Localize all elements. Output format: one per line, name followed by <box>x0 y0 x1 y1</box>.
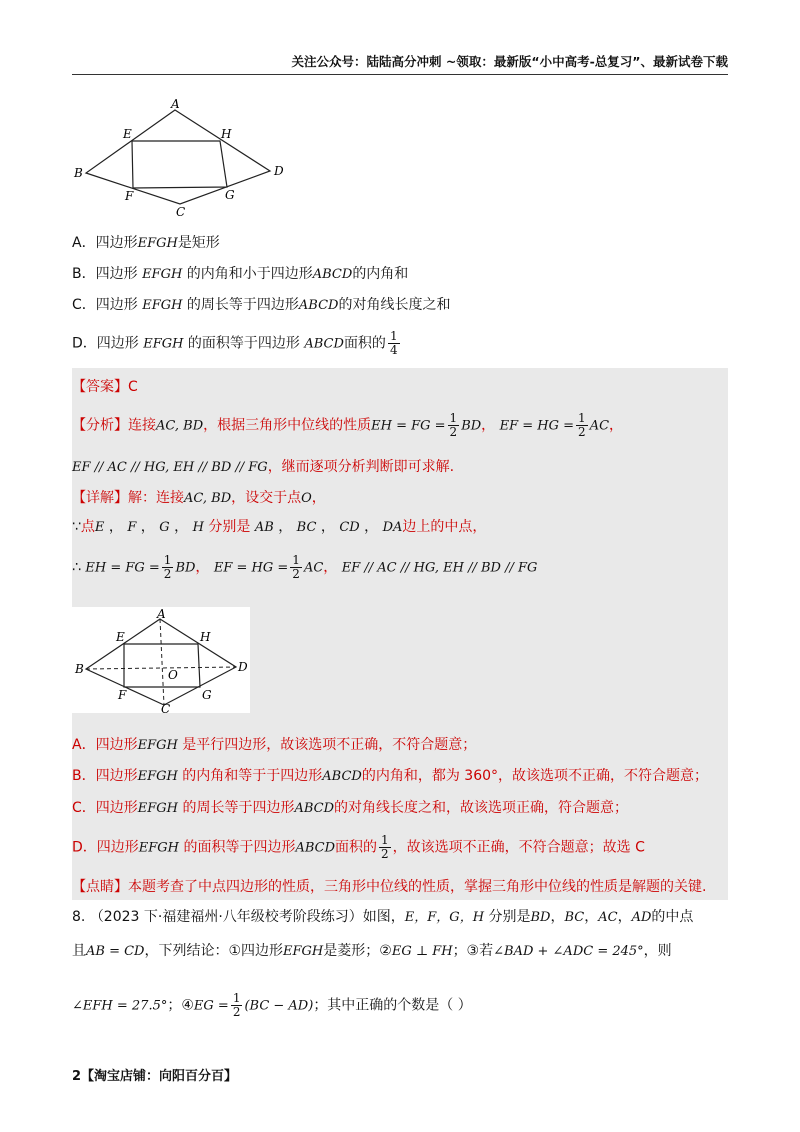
judgement-text: ，故该选项不正确，不符合题意；故选 C <box>392 839 645 856</box>
math: EF // AC // HG, EH // BD // FG <box>72 460 268 475</box>
question-8-line-2 <box>72 940 672 963</box>
detail-line-2: ∵点E ， F ， G ， H 分别是 AB ， BC ， CD ， DA边上的中点， <box>72 519 487 535</box>
fraction-one-quarter <box>388 330 400 357</box>
label-o: O <box>168 668 178 682</box>
analysis-line-1 <box>72 412 623 439</box>
detail-text: 解：连接 <box>128 490 184 506</box>
detail-text: 边上的中点， <box>402 519 487 535</box>
denominator: 2 <box>232 1005 241 1019</box>
label-h: H <box>200 630 211 644</box>
label-h: H <box>221 127 232 141</box>
math: AD <box>631 910 652 925</box>
denominator: 2 <box>381 847 389 861</box>
label-a: A <box>157 607 166 621</box>
question-text: ，则 <box>643 943 672 959</box>
detail-text: ， <box>323 559 338 576</box>
analysis-text: 连接 <box>128 417 156 434</box>
page-header: 关注公众号：陆陆高分冲刺 ~领取：最新版“小中高考-总复习”、最新试卷下载 <box>72 52 728 75</box>
judgement-text: 的内角和等于于四边形 <box>182 768 323 784</box>
figure-quadrilateral-2 <box>72 607 250 713</box>
question-text: ，下列结论：①四边形 <box>144 943 284 959</box>
question-text: ；③若 <box>452 943 494 959</box>
label-d: D <box>274 164 284 178</box>
option-text: 的内角和小于四边形 <box>186 266 313 282</box>
question-text: 如图， <box>362 909 405 925</box>
because-symbol: ∵ <box>72 519 81 535</box>
label-f: F <box>125 189 134 203</box>
label-e: E <box>116 630 125 644</box>
numerator: 1 <box>292 553 300 567</box>
question-8-line-1 <box>72 906 693 929</box>
detail-text: 分别是 <box>208 519 251 535</box>
math: EFGH <box>137 801 179 816</box>
math: EFGH <box>142 267 183 282</box>
detail-text: ，设交于点 <box>231 490 302 506</box>
judgement-b <box>72 765 708 788</box>
question-8-line-3 <box>72 992 472 1019</box>
numerator: 1 <box>232 991 241 1005</box>
option-text: C．四边形 <box>72 297 138 313</box>
math: EFGH <box>137 738 178 753</box>
label-d: D <box>238 660 248 674</box>
label-g: G <box>202 688 212 702</box>
math: AC, BD <box>156 418 204 434</box>
math: EFGH <box>143 336 184 352</box>
detail-text: ， <box>311 490 326 506</box>
math: E，F，G，H <box>404 910 485 925</box>
detail-text: 点 <box>80 519 95 535</box>
analysis-text: ， <box>609 417 624 434</box>
math: AC, BD <box>184 491 232 506</box>
judgement-text: A．四边形 <box>72 737 138 753</box>
analysis-line-2 <box>72 456 454 479</box>
math: EFGH <box>137 769 178 784</box>
tip-line <box>72 876 706 898</box>
math: EG = <box>193 998 229 1014</box>
math: ABCD <box>304 336 344 352</box>
fraction-half <box>448 412 460 439</box>
math: EF = HG = <box>499 418 575 434</box>
judgement-d <box>72 834 645 861</box>
denominator: 2 <box>292 567 300 581</box>
math: AC <box>303 560 324 576</box>
option-text: A．四边形 <box>72 235 138 251</box>
question-text: 是菱形；② <box>323 943 392 959</box>
question-source: （2023 下·福建福州·八年级校考阶段练习） <box>89 909 363 925</box>
math: AC <box>598 910 618 925</box>
judgement-text: 是平行四边形，故该选项不正确，不符合题意； <box>182 737 477 753</box>
quad-abcd <box>86 110 270 204</box>
question-text: ， <box>550 909 565 925</box>
fraction-half <box>576 412 588 439</box>
math: BD <box>461 418 482 434</box>
numerator: 1 <box>389 329 398 343</box>
math: BC <box>564 910 585 925</box>
option-d[interactable] <box>72 330 402 357</box>
math: ABCD <box>294 801 335 816</box>
numerator: 1 <box>381 833 389 847</box>
quad-efgh <box>132 141 227 188</box>
page-footer: 2【淘宝店铺：向阳百分百】 <box>72 1069 238 1084</box>
denominator: 2 <box>578 425 586 439</box>
question-text: 分别是 <box>488 909 531 925</box>
math: E <box>94 520 105 535</box>
math: EF // AC // HG, EH // BD // FG <box>341 560 538 576</box>
fraction-half <box>290 554 302 581</box>
tip-tag: 【点睛】 <box>72 879 128 895</box>
question-text: ， <box>617 909 632 925</box>
judgement-text: D．四边形 <box>72 839 139 856</box>
label-g: G <box>225 188 235 202</box>
math: ∠EFH = 27.5° <box>72 998 168 1014</box>
option-a[interactable] <box>72 232 220 255</box>
math: H <box>192 520 204 535</box>
detail-line-3 <box>72 554 537 581</box>
math: EFGH <box>142 298 183 313</box>
option-text: 的周长等于四边形 <box>186 297 299 313</box>
math: AB <box>254 520 274 535</box>
label-b: B <box>74 166 83 180</box>
fraction-half <box>162 554 174 581</box>
label-b: B <box>75 662 84 676</box>
math: CD <box>339 520 360 535</box>
math: ABCD <box>322 769 362 784</box>
detail-text: ， <box>195 559 210 576</box>
math: EFGH <box>283 944 324 959</box>
judgement-a <box>72 734 476 757</box>
judgement-text: 的面积等于四边形 <box>183 839 296 856</box>
math: EFGH <box>138 840 180 856</box>
math: AB = CD <box>86 944 145 959</box>
option-text: 面积的 <box>343 335 386 352</box>
detail-tag: 【详解】 <box>72 490 128 506</box>
math: ABCD <box>298 298 339 313</box>
figure-quadrilateral-1 <box>70 96 290 220</box>
math: ∠BAD + ∠ADC = 245° <box>493 944 644 959</box>
tip-text: 本题考查了中点四边形的性质，三角形中位线的性质，掌握三角形中位线的性质是解题的关键. <box>128 879 707 895</box>
question-number: 8. <box>72 909 86 925</box>
math: EF = HG = <box>213 560 289 576</box>
denominator: 2 <box>449 425 458 439</box>
analysis-text: ， <box>481 417 496 434</box>
option-text: 的对角线长度之和 <box>338 297 451 313</box>
math: ABCD <box>295 840 336 856</box>
question-text: ；其中正确的个数是（ ） <box>313 997 472 1014</box>
judgement-text: 的内角和，都为 360°，故该选项不正确，不符合题意； <box>361 768 709 784</box>
option-c[interactable] <box>72 294 450 317</box>
denominator: 4 <box>389 343 398 357</box>
label-e: E <box>123 127 132 141</box>
label-a: A <box>171 97 180 111</box>
option-text: D．四边形 <box>72 335 139 352</box>
numerator: 1 <box>578 411 586 425</box>
math: O <box>301 491 312 506</box>
analysis-text: ，继而逐项分析判断即可求解. <box>267 459 455 475</box>
math: ABCD <box>312 267 353 282</box>
math: DA <box>382 520 403 535</box>
answer-tag: 【答案】 <box>72 379 128 395</box>
math: BD <box>175 560 196 576</box>
judgement-text: 的对角线长度之和，故该选项正确，符合题意； <box>334 800 629 816</box>
numerator: 1 <box>163 553 172 567</box>
math: EH = FG = <box>85 560 160 576</box>
question-text: ；④ <box>167 997 194 1014</box>
label-f: F <box>118 688 127 702</box>
option-text: 是矩形 <box>177 235 220 251</box>
option-text: B．四边形 <box>72 266 138 282</box>
question-text: 且 <box>72 943 86 959</box>
therefore-symbol: ∴ <box>72 559 81 576</box>
numerator: 1 <box>449 411 458 425</box>
math: EFGH <box>137 236 178 251</box>
option-b[interactable] <box>72 263 408 286</box>
math: BC <box>296 520 317 535</box>
analysis-text: ，根据三角形中位线的性质 <box>203 417 372 434</box>
answer-line <box>72 376 138 398</box>
judgement-text: 面积的 <box>335 839 378 856</box>
math: AC <box>589 418 610 434</box>
answer-value: C <box>128 379 138 395</box>
fraction-half <box>379 834 391 861</box>
option-text: 的内角和 <box>352 266 409 282</box>
question-text: 的中点 <box>651 909 694 925</box>
denominator: 2 <box>163 567 172 581</box>
detail-line-1 <box>72 487 326 510</box>
option-text: 的面积等于四边形 <box>187 335 300 352</box>
question-text: ， <box>584 909 599 925</box>
math: EG ⊥ FH <box>391 944 453 959</box>
analysis-tag: 【分析】 <box>72 417 128 434</box>
judgement-text: C．四边形 <box>72 800 138 816</box>
label-c: C <box>176 205 186 219</box>
math: F <box>127 520 137 535</box>
judgement-c <box>72 797 628 820</box>
math: G <box>159 520 170 535</box>
math: (BC − AD) <box>244 998 314 1014</box>
fraction-half <box>231 992 243 1019</box>
math: EH = FG = <box>371 418 446 434</box>
judgement-text: B．四边形 <box>72 768 138 784</box>
judgement-text: 的周长等于四边形 <box>182 800 295 816</box>
math: BD <box>530 910 551 925</box>
label-c: C <box>161 702 171 713</box>
